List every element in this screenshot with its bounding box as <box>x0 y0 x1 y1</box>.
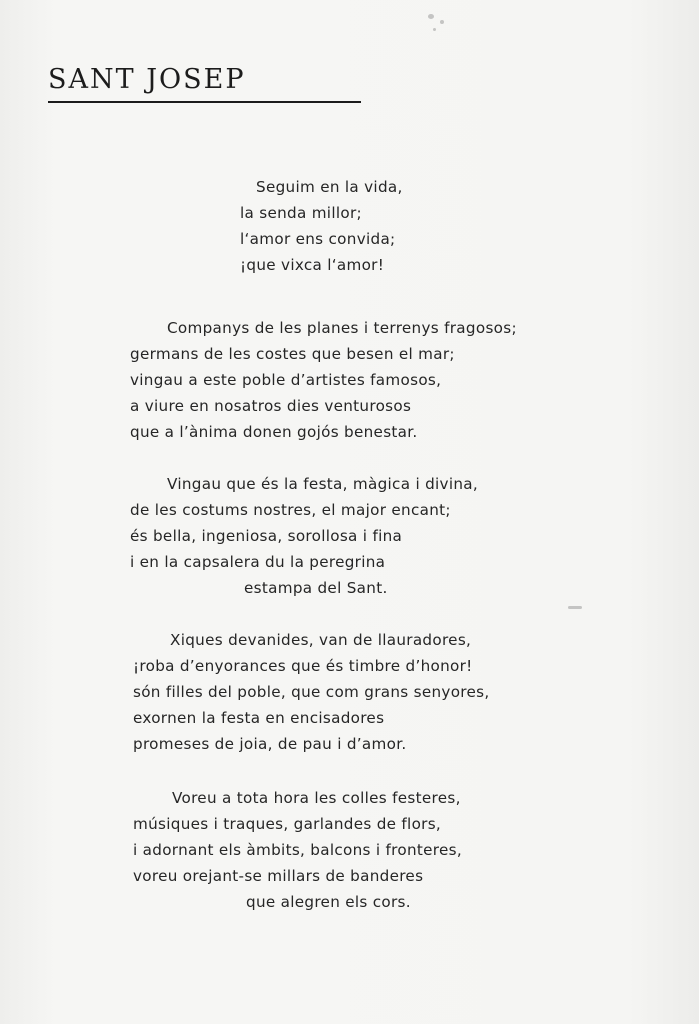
poem-line: exornen la festa en encisadores <box>133 709 385 727</box>
paper-speck <box>440 20 444 24</box>
poem-line: músiques i traques, garlandes de flors, <box>133 815 442 833</box>
poem-line: ¡que vixca l‘amor! <box>240 256 385 274</box>
poem-line: l‘amor ens convida; <box>240 230 396 248</box>
poem-line: estampa del Sant. <box>244 579 388 597</box>
poem-line: promeses de joia, de pau i d’amor. <box>133 735 407 753</box>
page-title: SANT JOSEP <box>48 64 246 95</box>
poem-line: germans de les costes que besen el mar; <box>130 345 455 363</box>
poem-line: és bella, ingeniosa, sorollosa i fina <box>130 527 403 545</box>
poem-line: Seguim en la vida, <box>256 178 403 196</box>
poem-line: Voreu a tota hora les colles festeres, <box>172 789 461 807</box>
poem-line: voreu orejant-se millars de banderes <box>133 867 424 885</box>
paper-speck <box>568 606 582 609</box>
paper-speck <box>433 28 436 31</box>
poem-line: Xiques devanides, van de llauradores, <box>170 631 472 649</box>
poem-line: de les costums nostres, el major encant; <box>130 501 451 519</box>
poem-line: són filles del poble, que com grans senyores, <box>133 683 490 701</box>
poem-line: i en la capsalera du la peregrina <box>130 553 386 571</box>
poem-line: Companys de les planes i terrenys fragosos; <box>167 319 517 337</box>
poem-line: la senda millor; <box>240 204 362 222</box>
title-underline <box>48 101 361 103</box>
poem-line: vingau a este poble d’artistes famosos, <box>130 371 442 389</box>
poem-line: que alegren els cors. <box>246 893 411 911</box>
poem-line: Vingau que és la festa, màgica i divina, <box>167 475 479 493</box>
poem-line: ¡roba d’enyorances que és timbre d’honor! <box>133 657 473 675</box>
paper-speck <box>428 14 434 19</box>
poem-line: a viure en nosatros dies venturosos <box>130 397 412 415</box>
poem-line: que a l’ànima donen gojós benestar. <box>130 423 418 441</box>
poem-line: i adornant els àmbits, balcons i fronteres, <box>133 841 462 859</box>
